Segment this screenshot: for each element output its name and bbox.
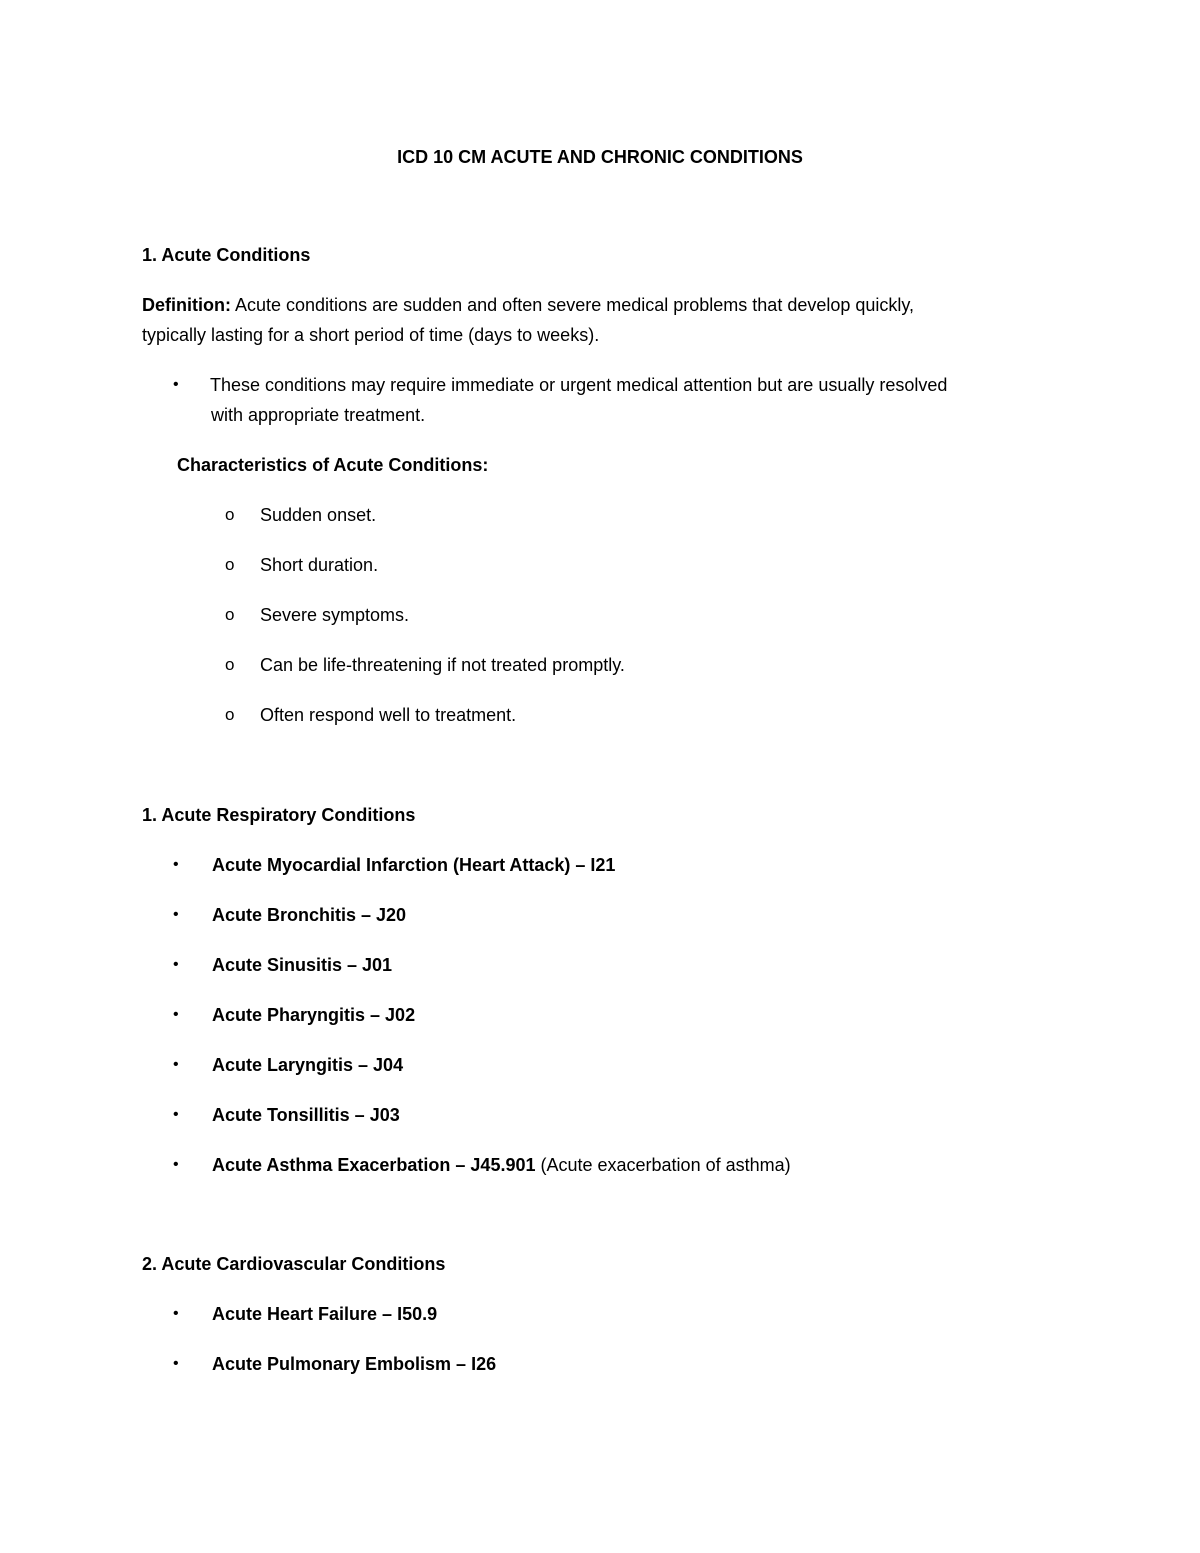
bullet-icon: • bbox=[173, 1305, 179, 1322]
characteristics-heading: Characteristics of Acute Conditions: bbox=[177, 455, 489, 475]
bullet-icon: • bbox=[173, 906, 179, 923]
list-item-respiratory bbox=[212, 954, 392, 976]
characteristic-item: Severe symptoms. bbox=[260, 605, 410, 625]
section-heading-respiratory: 1. Acute Respiratory Conditions bbox=[142, 805, 416, 825]
bullet-icon: • bbox=[173, 856, 179, 873]
condition-name-code: Acute Asthma Exacerbation – J45.901 bbox=[212, 1155, 536, 1175]
sub-bullet-icon: o bbox=[225, 655, 235, 674]
list-item-respiratory bbox=[212, 904, 406, 926]
definition-label: Definition: bbox=[142, 295, 231, 315]
condition-name-code: Acute Pharyngitis – J02 bbox=[212, 1005, 416, 1025]
bullet-icon: • bbox=[173, 1056, 179, 1073]
characteristic-item: Short duration. bbox=[260, 555, 379, 575]
bullet-icon: • bbox=[173, 376, 179, 393]
section-heading-cardiovascular: 2. Acute Cardiovascular Conditions bbox=[142, 1254, 446, 1274]
list-item-respiratory bbox=[212, 1104, 400, 1126]
condition-name-code: Acute Myocardial Infarction (Heart Attack) – I21 bbox=[212, 855, 616, 875]
characteristic-item: Often respond well to treatment. bbox=[260, 705, 517, 725]
condition-name-code: Acute Laryngitis – J04 bbox=[212, 1055, 404, 1075]
list-item-respiratory bbox=[212, 854, 615, 876]
characteristic-item: Sudden onset. bbox=[260, 505, 377, 525]
bullet-icon: • bbox=[173, 1106, 179, 1123]
sub-bullet-icon: o bbox=[225, 705, 235, 724]
characteristic-item: Can be life-threatening if not treated promptly. bbox=[260, 655, 625, 675]
condition-note: (Acute exacerbation of asthma) bbox=[535, 1155, 791, 1175]
sub-bullet-icon: o bbox=[225, 605, 235, 624]
list-item-cardiovascular bbox=[212, 1353, 496, 1375]
section-heading-acute-conditions: 1. Acute Conditions bbox=[142, 245, 311, 265]
condition-name-code: Acute Heart Failure – I50.9 bbox=[212, 1304, 438, 1324]
document-title: ICD 10 CM ACUTE AND CHRONIC CONDITIONS bbox=[397, 147, 803, 167]
definition-text: Acute conditions are sudden and often severe medical problems that develop quickly, bbox=[230, 295, 915, 315]
bullet-icon: • bbox=[173, 1355, 179, 1372]
bullet-text-line-2: with appropriate treatment. bbox=[211, 405, 426, 425]
definition-paragraph-line-2: typically lasting for a short period of time (days to weeks). bbox=[142, 325, 600, 345]
bullet-icon: • bbox=[173, 1156, 179, 1173]
condition-name-code: Acute Sinusitis – J01 bbox=[212, 955, 393, 975]
condition-name-code: Acute Bronchitis – J20 bbox=[212, 905, 407, 925]
sub-bullet-icon: o bbox=[225, 555, 235, 574]
list-item-respiratory bbox=[212, 1004, 415, 1026]
bullet-text-line-1: These conditions may require immediate or urgent medical attention but are usually resolved bbox=[210, 375, 948, 395]
bullet-icon: • bbox=[173, 956, 179, 973]
bullet-icon: • bbox=[173, 1006, 179, 1023]
sub-bullet-icon: o bbox=[225, 505, 235, 524]
list-item-cardiovascular bbox=[212, 1303, 437, 1325]
list-item-respiratory bbox=[212, 1154, 791, 1176]
definition-paragraph-line-1 bbox=[142, 294, 914, 316]
condition-name-code: Acute Tonsillitis – J03 bbox=[212, 1105, 400, 1125]
condition-name-code: Acute Pulmonary Embolism – I26 bbox=[212, 1354, 497, 1374]
list-item-respiratory bbox=[212, 1054, 403, 1076]
